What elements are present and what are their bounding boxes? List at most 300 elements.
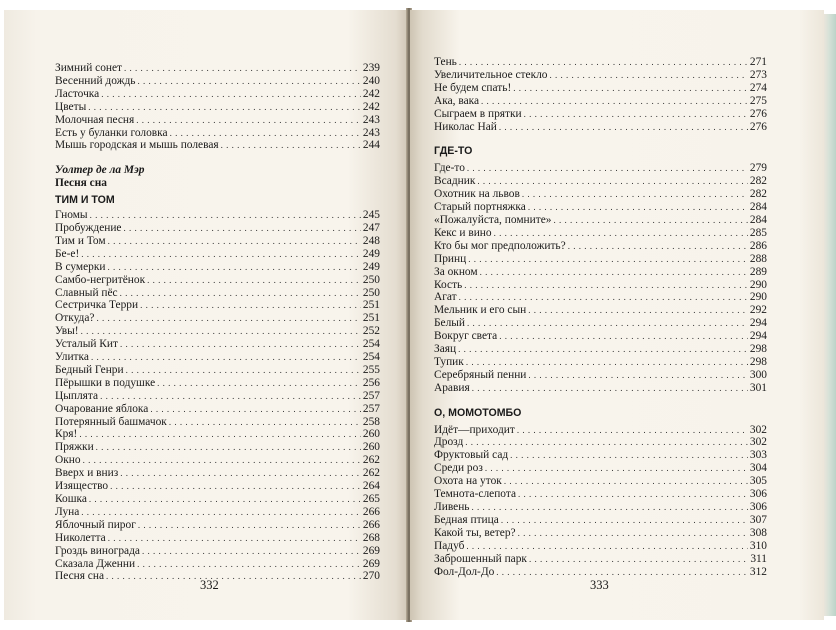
dot-leader — [468, 253, 748, 266]
toc-entry-title: Ака, вака — [434, 94, 480, 107]
page-number-right: 333 — [590, 578, 609, 592]
left-toc — [55, 62, 380, 583]
dot-leader — [108, 261, 361, 274]
dot-leader — [124, 222, 361, 235]
toc-entry-page: 260 — [362, 428, 380, 441]
dot-leader — [518, 527, 748, 540]
dot-leader — [96, 441, 361, 454]
dot-leader — [90, 209, 361, 222]
toc-entry — [434, 436, 767, 449]
left-page — [4, 10, 408, 620]
toc-entry-title: Ласточка — [55, 87, 100, 100]
toc-entry — [55, 480, 380, 493]
dot-leader — [169, 416, 361, 429]
toc-entry-page: 305 — [749, 475, 767, 488]
dot-leader — [499, 121, 748, 134]
toc-entry — [434, 175, 767, 188]
dot-leader — [140, 299, 361, 312]
dot-leader — [480, 266, 748, 279]
toc-entry-title: Николас Най — [434, 120, 497, 133]
toc-entry-title: Молочная песня — [55, 113, 135, 126]
toc-entry-page: 294 — [749, 330, 767, 343]
toc-entry-page: 306 — [749, 488, 767, 501]
toc-entry — [434, 382, 767, 395]
toc-entry-title: Идёт—приходит — [434, 423, 515, 436]
dot-leader — [106, 570, 361, 583]
dot-leader — [101, 88, 361, 101]
toc-entry-title: Всадник — [434, 175, 476, 188]
dot-leader — [471, 501, 747, 514]
dot-leader — [465, 436, 748, 449]
toc-entry-title: Сестричка Терри — [55, 299, 139, 312]
toc-entry-title: Агат — [434, 291, 457, 304]
toc-entry — [434, 188, 767, 201]
page-edge — [824, 14, 836, 616]
toc-entry — [55, 390, 380, 403]
toc-entry-title: Славный пёс — [55, 286, 118, 299]
toc-entry — [55, 325, 380, 338]
toc-entry — [434, 566, 767, 579]
toc-entry-title: Сыграем в прятки — [434, 107, 522, 120]
toc-entry-page: 254 — [362, 338, 380, 351]
toc-entry-title: Гномы — [55, 209, 88, 222]
toc-entry — [434, 162, 767, 175]
toc-entry-title: Окно — [55, 454, 81, 467]
toc-entry-page: 260 — [362, 441, 380, 454]
toc-entry-title: «Пожалуйста, помните» — [434, 213, 552, 226]
toc-entry-page: 266 — [362, 518, 380, 531]
toc-entry-title: Яблочный пирог — [55, 518, 136, 531]
dot-leader — [499, 330, 748, 343]
toc-entry-title: Пробуждение — [55, 221, 122, 234]
toc-entry-title: Фол-Дол-До — [434, 565, 495, 578]
toc-entry — [434, 475, 767, 488]
dot-leader — [494, 227, 748, 240]
toc-entry-page: 279 — [749, 162, 767, 175]
toc-entry — [434, 95, 767, 108]
toc-entry-title: В сумерки — [55, 260, 106, 273]
toc-entry — [55, 403, 380, 416]
toc-entry — [55, 454, 380, 467]
toc-entry — [55, 338, 380, 351]
toc-entry-page: 254 — [362, 351, 380, 364]
toc-entry — [55, 416, 380, 429]
toc-entry-page: 304 — [749, 462, 767, 475]
toc-entry-title: Бедный Генри — [55, 363, 124, 376]
dot-leader — [221, 139, 361, 152]
toc-entry-title: Мельник и его сын — [434, 304, 527, 317]
toc-entry — [55, 299, 380, 312]
toc-entry-title: Сказала Дженни — [55, 557, 136, 570]
toc-entry-title: Гроздь винограда — [55, 544, 140, 557]
toc-entry-page: 289 — [749, 265, 767, 278]
toc-entry — [55, 506, 380, 519]
toc-entry-title: Среди роз — [434, 462, 483, 475]
toc-entry-title: Луна — [55, 505, 80, 518]
toc-entry — [434, 56, 767, 69]
toc-entry — [434, 69, 767, 82]
toc-entry-title: Ливень — [434, 501, 470, 513]
dot-leader — [137, 558, 361, 571]
toc-entry-page: 273 — [749, 68, 767, 81]
toc-entry — [55, 545, 380, 558]
toc-entry — [434, 369, 767, 382]
page-number-left: 332 — [200, 578, 219, 592]
toc-entry-page: 240 — [362, 74, 380, 87]
toc-entry-title: Кря! — [55, 428, 78, 441]
toc-entry-page: 312 — [749, 565, 767, 578]
toc-entry-title: Тупик — [434, 355, 464, 368]
toc-entry — [55, 235, 380, 248]
toc-entry — [55, 287, 380, 300]
toc-entry — [55, 351, 380, 364]
toc-entry-page: 269 — [362, 557, 380, 570]
toc-entry — [434, 214, 767, 227]
toc-entry-title: Какой ты, ветер? — [434, 526, 516, 539]
toc-entry — [434, 291, 767, 304]
dot-leader — [91, 351, 361, 364]
toc-entry-title: Николетта — [55, 531, 106, 544]
toc-entry — [55, 532, 380, 545]
dot-leader — [89, 493, 361, 506]
toc-entry — [55, 75, 380, 88]
toc-entry-title: Не будем спать! — [434, 81, 512, 94]
toc-entry-title: Откуда? — [55, 312, 95, 325]
dot-leader — [157, 377, 361, 390]
toc-entry — [55, 139, 380, 152]
dot-leader — [477, 175, 748, 188]
dot-leader — [466, 356, 748, 369]
dot-leader — [510, 449, 748, 462]
toc-entry-page: 251 — [362, 312, 380, 325]
dot-leader — [496, 566, 748, 579]
toc-entry-title: Увеличительное стекло — [434, 68, 548, 81]
toc-entry-page: 269 — [362, 544, 380, 557]
toc-entry-title: Падуб — [434, 539, 465, 552]
toc-entry — [434, 266, 767, 279]
toc-entry-title: Кто бы мог предположить? — [434, 239, 566, 252]
toc-entry-title: Усталый Кит — [55, 338, 118, 351]
toc-entry-title: Самбо-негритёнок — [55, 273, 146, 286]
toc-entry-page: 302 — [749, 436, 767, 449]
dot-leader — [504, 475, 748, 488]
toc-entry — [434, 227, 767, 240]
dot-leader — [529, 553, 748, 566]
toc-entry-page: 306 — [749, 501, 767, 513]
toc-entry-title: Аравия — [434, 381, 470, 394]
toc-entry-title: Заброшенный парк — [434, 552, 527, 565]
toc-entry-page: 298 — [749, 355, 767, 368]
toc-entry — [434, 108, 767, 121]
dot-leader — [467, 162, 748, 175]
toc-entry-title: Мышь городская и мышь полевая — [55, 139, 219, 152]
toc-entry — [434, 317, 767, 330]
author-name: Уолтер де ла Мэр — [55, 164, 145, 177]
toc-entry — [55, 558, 380, 571]
dot-leader — [528, 369, 748, 382]
toc-entry-title: Очарование яблока — [55, 402, 149, 415]
toc-entry-page: 298 — [749, 343, 767, 356]
toc-entry — [55, 467, 380, 480]
dot-leader — [501, 514, 748, 527]
dot-leader — [120, 338, 361, 351]
toc-entry-page: 251 — [362, 299, 380, 312]
dot-leader — [513, 82, 748, 95]
toc-entry — [55, 114, 380, 127]
toc-entry-page: 242 — [362, 100, 380, 113]
toc-entry-page: 264 — [362, 480, 380, 493]
toc-entry-title: Охота на уток — [434, 475, 502, 488]
dot-leader — [124, 62, 361, 75]
dot-leader — [517, 424, 748, 437]
toc-entry-title: Принц — [434, 252, 467, 265]
dot-leader — [522, 188, 748, 201]
dot-leader — [467, 317, 748, 330]
toc-entry — [55, 364, 380, 377]
toc-entry-page: 286 — [749, 239, 767, 252]
toc-entry-page: 303 — [749, 449, 767, 462]
collection-title: Песня сна — [55, 177, 107, 190]
toc-entry — [434, 501, 767, 514]
toc-entry-page: 310 — [749, 539, 767, 552]
left-toc-section — [55, 209, 380, 583]
toc-entry — [55, 493, 380, 506]
toc-entry-page: 271 — [749, 56, 767, 68]
toc-entry-title: Зимний сонет — [55, 62, 123, 74]
toc-entry-title: Кость — [434, 278, 463, 291]
toc-entry-page: 282 — [749, 188, 767, 201]
toc-entry-title: Белый — [434, 317, 466, 330]
dot-leader — [108, 532, 361, 545]
toc-entry-page: 282 — [749, 175, 767, 188]
toc-entry-title: Потерянный башмачок — [55, 415, 167, 428]
toc-entry-title: Весенний дождь — [55, 74, 136, 87]
dot-leader — [88, 101, 361, 114]
toc-entry-title: Охотник на львов — [434, 188, 520, 201]
toc-entry — [434, 330, 767, 343]
toc-entry-page: 249 — [362, 260, 380, 273]
right-toc — [434, 56, 767, 578]
toc-entry-page: 248 — [362, 234, 380, 247]
toc-entry — [55, 261, 380, 274]
toc-entry — [434, 201, 767, 214]
dot-leader — [108, 235, 361, 248]
toc-entry-page: 300 — [749, 368, 767, 381]
toc-entry-page: 252 — [362, 325, 380, 338]
toc-entry — [55, 209, 380, 222]
toc-entry-page: 284 — [749, 201, 767, 214]
dot-leader — [83, 454, 361, 467]
toc-entry — [55, 222, 380, 235]
toc-entry-title: Улитка — [55, 351, 89, 364]
toc-entry-page: 301 — [749, 381, 767, 394]
dot-leader — [481, 95, 748, 108]
toc-entry-title: Фруктовый сад — [434, 449, 509, 462]
toc-entry-title: Изящество — [55, 480, 109, 493]
toc-entry-page: 268 — [362, 531, 380, 544]
dot-leader — [550, 69, 748, 82]
dot-leader — [79, 428, 361, 441]
toc-entry — [434, 253, 767, 266]
right-toc-top — [434, 56, 767, 133]
dot-leader — [81, 248, 361, 261]
dot-leader — [464, 279, 748, 292]
toc-entry — [434, 304, 767, 317]
toc-entry — [434, 240, 767, 253]
toc-entry-title: Дрозд — [434, 436, 464, 449]
toc-entry-page: 250 — [362, 273, 380, 286]
toc-entry-title: Есть у буланки головка — [55, 126, 168, 139]
toc-entry — [434, 462, 767, 475]
dot-leader — [81, 506, 361, 519]
dot-leader — [524, 108, 748, 121]
toc-entry-title: Где-то — [434, 162, 465, 175]
dot-leader — [138, 75, 361, 88]
toc-entry — [55, 441, 380, 454]
toc-entry-page: 284 — [749, 213, 767, 226]
toc-entry-title: Песня сна — [55, 570, 105, 583]
dot-leader — [458, 343, 748, 356]
toc-entry — [434, 121, 767, 134]
toc-entry-title: За окном — [434, 265, 478, 278]
dot-leader — [553, 214, 747, 227]
toc-entry — [434, 527, 767, 540]
toc-entry — [55, 127, 380, 140]
toc-entry-page: 307 — [749, 513, 767, 526]
toc-entry-title: Кошка — [55, 493, 87, 505]
toc-entry-title: Пёрышки в подушке — [55, 376, 156, 389]
toc-entry — [434, 540, 767, 553]
toc-entry-page: 290 — [749, 291, 767, 304]
dot-leader — [568, 240, 748, 253]
right-page — [410, 10, 824, 620]
toc-entry-title: Бедная птица — [434, 513, 499, 526]
dot-leader — [485, 462, 748, 475]
toc-entry-page: 276 — [749, 107, 767, 120]
toc-entry-page: 239 — [362, 62, 380, 74]
toc-entry-page: 242 — [362, 87, 380, 100]
toc-entry-page: 249 — [362, 247, 380, 260]
toc-entry-page: 274 — [749, 81, 767, 94]
toc-entry-page: 258 — [362, 415, 380, 428]
dot-leader — [96, 312, 360, 325]
dot-leader — [136, 114, 361, 127]
toc-entry — [55, 519, 380, 532]
dot-leader — [472, 382, 748, 395]
toc-entry-title: Серебряный пенни — [434, 368, 527, 381]
toc-entry — [434, 449, 767, 462]
toc-entry — [434, 343, 767, 356]
toc-entry-page: 276 — [749, 120, 767, 133]
toc-entry-title: Вокруг света — [434, 330, 498, 343]
dot-leader — [147, 274, 361, 287]
toc-entry — [55, 274, 380, 287]
toc-entry-page: 250 — [362, 286, 380, 299]
toc-entry-title: Бе-е! — [55, 247, 80, 260]
toc-entry-page: 262 — [362, 454, 380, 467]
toc-entry-page: 302 — [749, 423, 767, 436]
dot-leader — [170, 127, 361, 140]
toc-entry-page: 294 — [749, 317, 767, 330]
toc-entry — [434, 82, 767, 95]
dot-leader — [81, 325, 361, 338]
toc-entry — [55, 428, 380, 441]
toc-entry-title: Пряжки — [55, 441, 94, 454]
toc-entry-page: 244 — [362, 139, 380, 152]
toc-entry-page: 257 — [362, 389, 380, 402]
section-heading-momotombo: О, МОМОТОМБО — [434, 406, 522, 419]
toc-entry-title: Тень — [434, 56, 457, 68]
dot-leader — [110, 480, 361, 493]
toc-entry-page: 285 — [749, 226, 767, 239]
toc-entry — [434, 424, 767, 437]
toc-entry-page: 288 — [749, 252, 767, 265]
toc-entry-page: 243 — [362, 126, 380, 139]
section-heading-tim-i-tom: ТИМ И ТОМ — [55, 194, 115, 207]
dot-leader — [100, 390, 361, 403]
toc-entry-page: 257 — [362, 402, 380, 415]
toc-entry — [434, 279, 767, 292]
toc-entry-title: Старый портняжка — [434, 201, 526, 214]
right-toc-section-1 — [434, 162, 767, 394]
toc-entry — [55, 377, 380, 390]
dot-leader — [518, 488, 748, 501]
toc-entry-title: Увы! — [55, 325, 79, 338]
left-toc-top — [55, 62, 380, 152]
dot-leader — [120, 467, 361, 480]
toc-entry-page: 243 — [362, 113, 380, 126]
toc-entry-page: 292 — [749, 304, 767, 317]
toc-entry — [434, 553, 767, 566]
dot-leader — [120, 287, 361, 300]
toc-entry-page: 245 — [362, 209, 380, 222]
toc-entry-title: Вверх и вниз — [55, 467, 119, 480]
toc-entry-page: 311 — [750, 552, 767, 565]
toc-entry — [55, 88, 380, 101]
dot-leader — [126, 364, 361, 377]
toc-entry-page: 265 — [362, 493, 380, 505]
toc-entry-page: 290 — [749, 278, 767, 291]
toc-entry-title: Тим и Том — [55, 234, 106, 247]
toc-entry — [55, 248, 380, 261]
toc-entry-title: Цветы — [55, 100, 87, 113]
dot-leader — [528, 201, 748, 214]
toc-entry-page: 270 — [362, 570, 380, 583]
dot-leader — [528, 304, 748, 317]
section-heading-gde-to: ГДЕ-ТО — [434, 145, 473, 158]
toc-entry — [55, 312, 380, 325]
toc-entry — [434, 488, 767, 501]
dot-leader — [459, 291, 748, 304]
dot-leader — [466, 540, 747, 553]
toc-entry-page: 308 — [749, 526, 767, 539]
toc-entry — [55, 101, 380, 114]
toc-entry — [434, 356, 767, 369]
dot-leader — [459, 56, 748, 69]
toc-entry-page: 247 — [362, 221, 380, 234]
toc-entry-page: 256 — [362, 376, 380, 389]
dot-leader — [150, 403, 361, 416]
dot-leader — [142, 545, 361, 558]
toc-entry-title: Темнота-слепота — [434, 488, 517, 501]
toc-entry-title: Кекс и вино — [434, 226, 492, 239]
toc-entry-page: 262 — [362, 467, 380, 480]
toc-entry-title: Заяц — [434, 343, 457, 356]
toc-entry-title: Цыплята — [55, 389, 99, 402]
toc-entry-page: 266 — [362, 505, 380, 518]
toc-entry — [55, 62, 380, 75]
toc-entry-page: 275 — [749, 94, 767, 107]
